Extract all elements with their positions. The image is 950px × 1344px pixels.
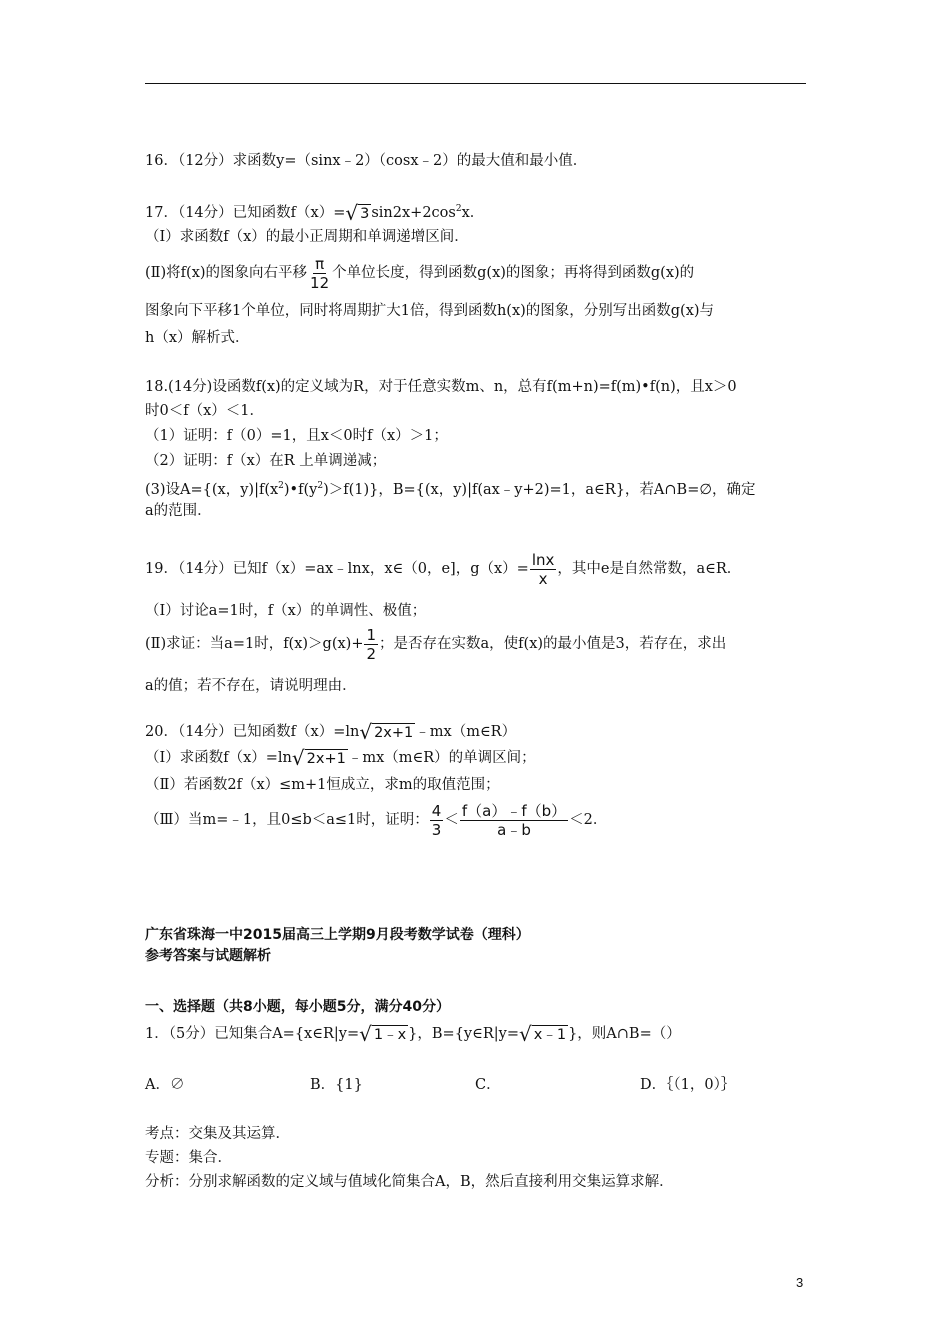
sqrt-3-arg: 3 (360, 205, 370, 222)
section-heading: 一、选择题（共8小题，每小题5分，满分40分） (145, 999, 450, 1015)
q19-line2: （Ⅰ）讨论a=1时，f（x）的单调性、极值； (145, 603, 427, 619)
q18-l5-c: )＞f(1)}，B={(x，y)|f(ax﹣y+2)=1，a∈R}，若A∩B=∅，确定 (323, 481, 756, 498)
fraction-one-half (364, 626, 378, 663)
q18-line4: （2）证明：f（x）在R 上单调递减； (145, 453, 387, 469)
q20-l1-b: ﹣mx（m∈R） (415, 724, 517, 740)
q17-part-2-line3: h（x）解析式． (145, 330, 250, 346)
frac-den: 2 (366, 644, 377, 663)
q18-line3: （1）证明：f（0）=1，且x＜0时f（x）＞1； (145, 428, 448, 444)
frac-num: lnx (531, 550, 555, 569)
question-17-stem (145, 199, 484, 224)
q20-l4-b: ＜2． (569, 812, 608, 828)
q18-line6: a的范围． (145, 503, 212, 519)
q18-l5-b: )•f(y (283, 481, 318, 498)
option-c: C． (475, 1077, 501, 1093)
q18-line5 (145, 476, 755, 500)
option-d: D．｛（1，0）｝ (640, 1077, 736, 1093)
zhuanti: 专题：集合． (145, 1150, 232, 1166)
q1-text-c: }，则A∩B=（） (568, 1026, 681, 1042)
sqrt-3: √ 3 (345, 200, 370, 225)
q19-l3-b: ；是否存在实数a，使f(x)的最小值是3，若存在，求出 (379, 636, 727, 652)
page-number: 3 (796, 1275, 804, 1290)
less-than-sign: ＜ (444, 812, 459, 828)
fraction-4-3 (430, 802, 444, 839)
frac-den: 12 (310, 273, 330, 292)
answers-title: 广东省珠海一中2015届高三上学期9月段考数学试卷（理科） (145, 927, 530, 943)
q1-text-b: }，B={y∈R|y= (408, 1026, 519, 1042)
q17-sup: 2 (455, 204, 462, 214)
frac-den: 3 (431, 820, 442, 839)
q17-text-a: 17．（14分）已知函数f（x）= (145, 204, 346, 221)
sqrt-arg: 1﹣x (373, 1027, 407, 1043)
option-b: B．{1} (310, 1077, 363, 1093)
q20-l1-a: 20．（14分）已知函数f（x）=ln (145, 724, 360, 740)
sqrt-1-minus-x: √ 1﹣x (359, 1022, 407, 1046)
q17-p2-text-a: (Ⅱ)将f(x)的图象向右平移 (145, 265, 308, 281)
q1-text-a: 1．（5分）已知集合A={x∈R|y= (145, 1026, 360, 1042)
q20-line4 (145, 797, 607, 843)
frac-num: π (315, 254, 325, 273)
frac-num: 4 (431, 801, 442, 820)
frac-den: x (538, 569, 548, 588)
q19-line4: a的值；若不存在，请说明理由． (145, 678, 357, 694)
q18-line1: 18.(14分)设函数f(x)的定义域为R，对于任意实数m、n，总有f(m+n)=f(m)•f(n)，且x＞0 (145, 379, 737, 395)
frac-num: 1 (366, 625, 377, 644)
q17-part-2-line1 (145, 252, 694, 294)
q20-line3: （Ⅱ）若函数2f（x）≤m+1恒成立，求m的取值范围； (145, 777, 500, 793)
answers-subtitle: 参考答案与试题解析 (145, 948, 271, 964)
sqrt-2x-plus-1: √ 2x+1 (291, 746, 346, 770)
kaodian: 考点：交集及其运算． (145, 1126, 290, 1142)
q18-l5-a: (3)设A={(x，y)|f(x (145, 481, 279, 498)
option-a: A．∅ (145, 1077, 185, 1093)
q17-text-b: sin2x+2cos (371, 204, 456, 221)
fraction-pi-12 (308, 255, 331, 292)
q18-line2: 时0＜f（x）＜1． (145, 403, 264, 419)
q19-line3 (145, 624, 726, 664)
q19-line1 (145, 549, 741, 589)
q19-l3-a: (Ⅱ)求证：当a=1时，f(x)＞g(x)+ (145, 636, 364, 652)
frac-den: a﹣b (497, 820, 531, 839)
q17-part-2-line2: 图象向下平移1个单位，同时将周期扩大1倍，得到函数h(x)的图象，分别写出函数g(x)与 (145, 303, 715, 319)
q17-part-1: （Ⅰ）求函数f（x）的最小正周期和单调递增区间． (145, 229, 469, 245)
sqrt-x-minus-1: √ x﹣1 (519, 1022, 567, 1046)
q19-l1-a: 19．（14分）已知f（x）=ax﹣lnx，x∈（0，e]，g（x）= (145, 561, 529, 577)
sqrt-arg: 2x+1 (374, 725, 414, 741)
question-16: 16．（12分）求函数y=（sinx﹣2）（cosx﹣2）的最大值和最小值． (145, 153, 588, 169)
q18-sup1: 2 (278, 481, 284, 491)
fraction-fa-fb (460, 802, 568, 839)
q19-l1-b: ，其中e是自然常数，a∈R． (557, 561, 742, 577)
q20-l2-b: ﹣mx（m∈R）的单调区间； (347, 750, 536, 766)
q18-sup2: 2 (317, 481, 324, 491)
frac-num: f（a）﹣f（b） (461, 801, 567, 820)
sqrt-arg: 2x+1 (306, 751, 346, 767)
answer-q1-stem (145, 1019, 681, 1049)
q17-p2-text-b: 个单位长度，得到函数g(x)的图象；再将得到函数g(x)的 (332, 265, 695, 281)
header-rule (145, 83, 806, 84)
q20-line2 (145, 745, 536, 771)
q20-l2-a: （Ⅰ）求函数f（x）=ln (145, 750, 292, 766)
q17-text-c: x． (461, 204, 485, 221)
sqrt-2x-plus-1: √ 2x+1 (359, 720, 414, 744)
fenxi: 分析：分别求解函数的定义域与值域化简集合A，B，然后直接利用交集运算求解． (145, 1174, 674, 1190)
q20-line1 (145, 719, 516, 745)
q20-l4-a: （Ⅲ）当m=﹣1，且0≤b＜a≤1时，证明： (145, 812, 429, 828)
fraction-lnx-x (530, 551, 557, 588)
sqrt-arg: x﹣1 (533, 1027, 567, 1043)
